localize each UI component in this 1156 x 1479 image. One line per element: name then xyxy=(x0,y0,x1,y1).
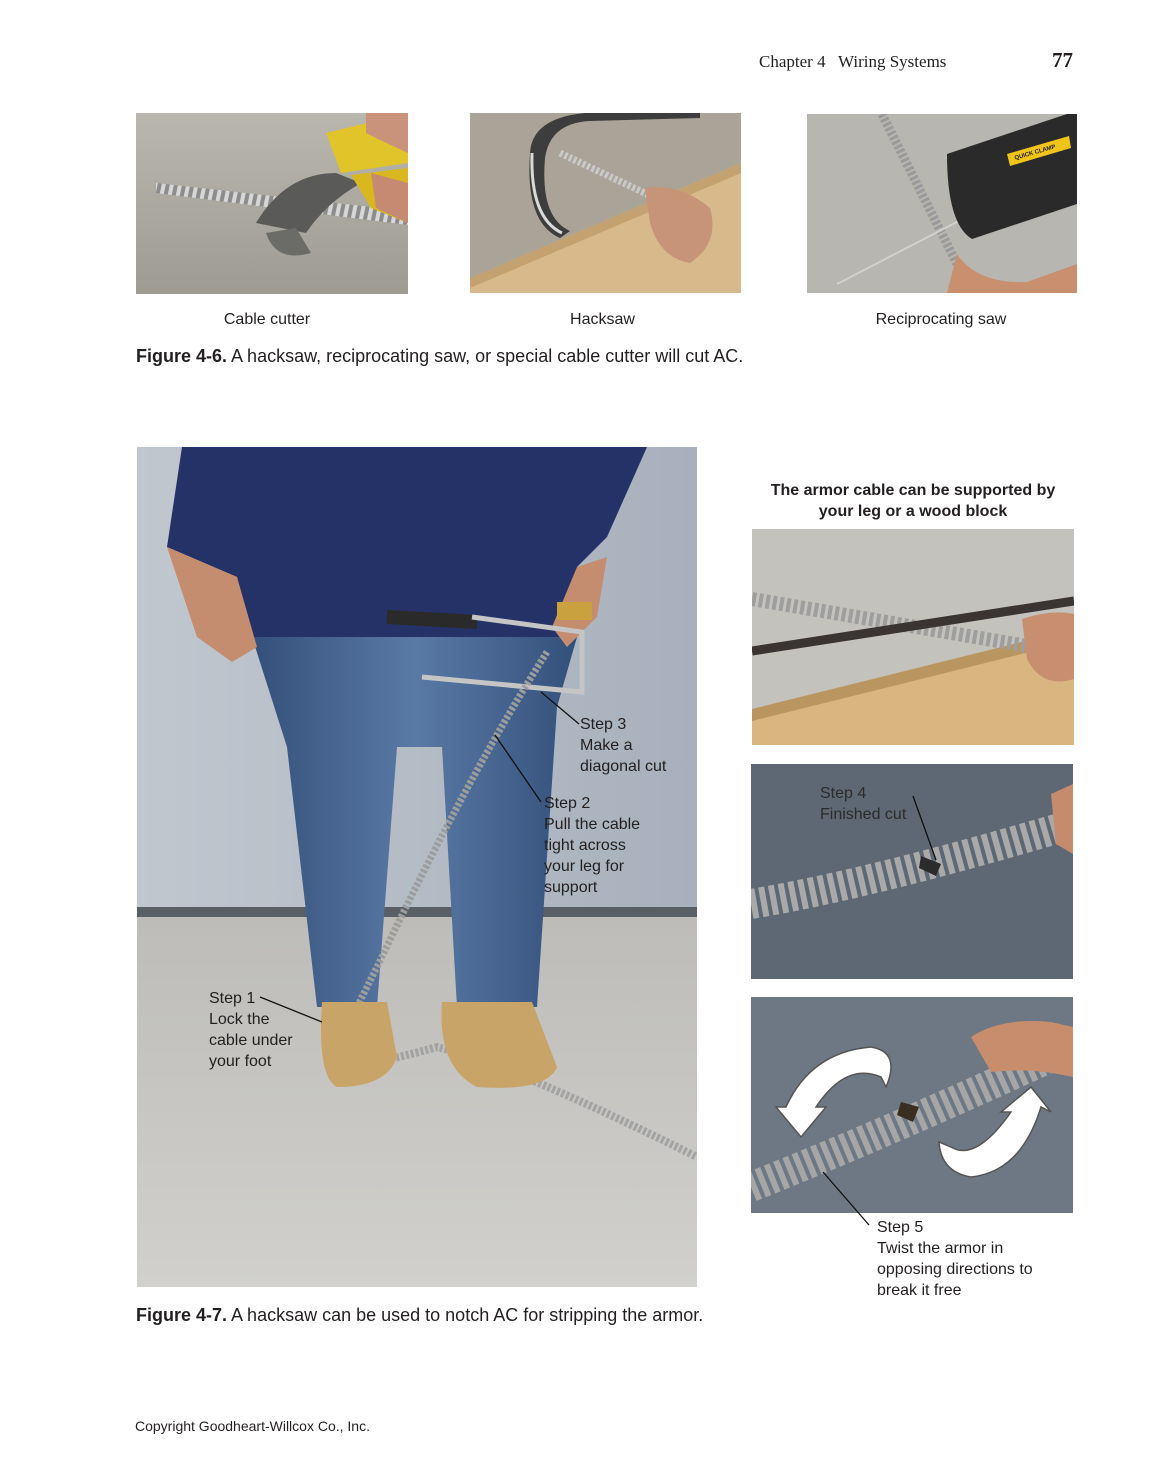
step-2-line-2: tight across xyxy=(544,837,626,854)
figure-4-6-caption xyxy=(136,346,743,367)
reciprocating-saw-photo xyxy=(807,114,1077,293)
step-2-line-1: Pull the cable xyxy=(544,816,641,833)
step-4-line-1: Finished cut xyxy=(820,806,907,823)
step-3-title: Step 3 xyxy=(580,716,627,733)
figure-4-7-label: Figure 4-7. xyxy=(136,1305,228,1325)
step-5-line-2: opposing directions to xyxy=(877,1261,1033,1278)
cable-cutter-photo xyxy=(136,113,408,294)
step-1-line-2: cable under xyxy=(209,1032,293,1049)
running-header-chapter: Chapter 4 Wiring Systems xyxy=(759,52,947,71)
step-4-callout-line xyxy=(751,764,1073,979)
step-2-title: Step 2 xyxy=(544,795,591,812)
figure-4-6-label: Figure 4-6. xyxy=(136,346,228,366)
step-4-callout xyxy=(820,783,906,825)
panel-title-line-2: your leg or a wood block xyxy=(818,503,1008,520)
step-1-title: Step 1 xyxy=(209,990,256,1007)
figure-4-7-text: A hacksaw can be used to notch AC for stripping the armor. xyxy=(227,1305,704,1325)
support-panel-title xyxy=(752,480,1074,522)
panel-title-line-1: The armor cable can be supported by xyxy=(770,482,1056,499)
quick-clamp-text: QUICK CLAMP xyxy=(1013,144,1057,162)
page-number: 77 xyxy=(1052,48,1073,72)
step-5-callout xyxy=(877,1217,1033,1301)
reciprocating-saw-caption: Reciprocating saw xyxy=(875,311,1007,328)
step-1-line-3: your foot xyxy=(209,1053,272,1070)
step-5-title: Step 5 xyxy=(877,1219,924,1236)
figure-4-7-caption xyxy=(136,1305,703,1326)
step-1-callout xyxy=(209,988,293,1072)
wood-block-support-photo xyxy=(752,529,1074,745)
step-4-title: Step 4 xyxy=(820,785,867,802)
step-3-line-1: Make a xyxy=(580,737,633,754)
step-5-line-3: break it free xyxy=(877,1282,962,1299)
step-5-line-1: Twist the armor in xyxy=(877,1240,1004,1257)
hacksaw-caption: Hacksaw xyxy=(570,311,635,328)
cable-cutter-caption: Cable cutter xyxy=(223,311,311,328)
step-2-line-3: your leg for xyxy=(544,858,625,875)
copyright-notice: Copyright Goodheart-Willcox Co., Inc. xyxy=(135,1418,370,1434)
step-2-callout xyxy=(544,793,640,898)
figure-4-6-text: A hacksaw, reciprocating saw, or special cable cutter will cut AC. xyxy=(227,346,744,366)
step-2-line-4: support xyxy=(544,879,598,896)
hacksaw-photo xyxy=(470,113,741,293)
step-3-callout xyxy=(580,714,666,777)
step-1-line-1: Lock the xyxy=(209,1011,270,1028)
step-3-line-2: diagonal cut xyxy=(580,758,667,775)
